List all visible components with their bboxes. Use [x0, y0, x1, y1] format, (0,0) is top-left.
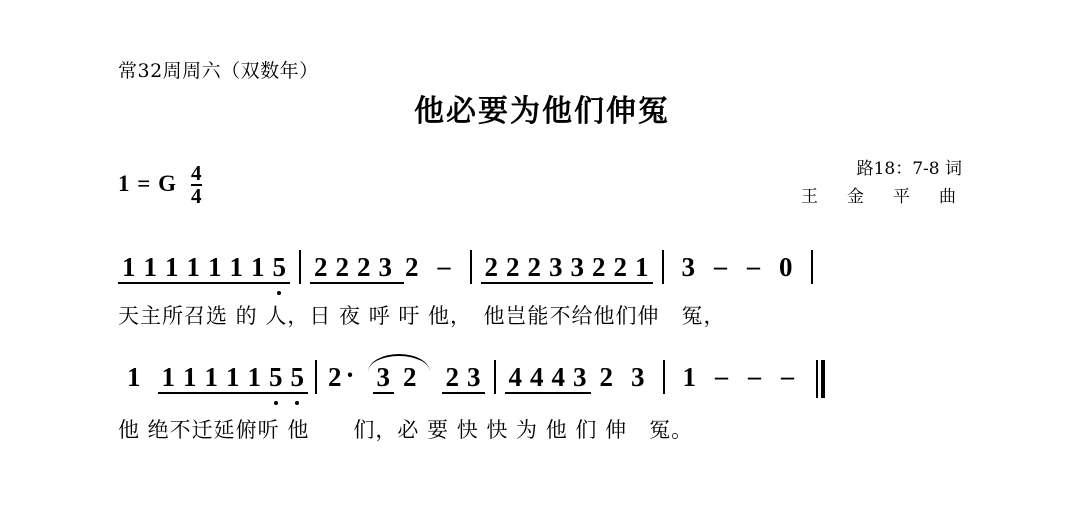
note: 2 [502, 252, 524, 282]
sustain-dash: – [715, 362, 729, 391]
sustain-dash: – [748, 362, 762, 391]
key-signature [118, 163, 202, 206]
sustain-dash: – [747, 252, 760, 281]
note: 1 [247, 252, 269, 282]
note: 3 [681, 252, 695, 282]
note: 2 [588, 252, 610, 282]
note: 2 [524, 252, 546, 282]
note: 3 [375, 252, 397, 282]
rest: 0 [779, 252, 793, 282]
note: 1 [127, 362, 141, 392]
note: 1 [183, 252, 205, 282]
note: 2 [599, 362, 614, 392]
final-barline [816, 360, 825, 398]
note: 1 [204, 252, 226, 282]
note: 4 [548, 362, 570, 392]
tie-slur [368, 354, 430, 372]
note: 1 [140, 252, 162, 282]
meter-numerator: 4 [191, 161, 202, 185]
barline [663, 360, 665, 394]
note: 1 [118, 252, 140, 282]
barline [494, 360, 496, 394]
barline [662, 250, 664, 284]
barline [315, 360, 317, 394]
note: 2 [481, 252, 503, 282]
note: 1 [158, 362, 180, 392]
note: 1 [201, 362, 223, 392]
note: 1 [226, 252, 248, 282]
note: 5 [265, 362, 287, 392]
time-signature [191, 161, 202, 208]
note: 1 [631, 252, 653, 282]
lyrics-line-1: 天主所召选 的 人，日 夜 呼 吁 他， 他岂能不给他们伸 冤， [118, 304, 726, 328]
credits [801, 155, 962, 211]
notation-row-2 [118, 362, 825, 404]
note: 3 [545, 252, 567, 282]
notation-row-1 [118, 252, 822, 294]
sustain-dash: – [781, 362, 795, 391]
note: 2 [403, 362, 417, 392]
note: 1 [682, 362, 697, 392]
note: 4 [526, 362, 548, 392]
note: 3 [567, 252, 589, 282]
key-label: 1 = G [118, 171, 177, 197]
credit-lyrics: 路18：7-8 词 [856, 159, 962, 179]
note: 1 [161, 252, 183, 282]
note: 5 [287, 362, 309, 392]
note: 3 [463, 362, 485, 392]
page-title: 他必要为他们伸冤 [414, 94, 670, 129]
sustain-dash: – [437, 252, 451, 281]
note: 2 [405, 252, 419, 282]
credit-music: 王 金 平 曲 [801, 187, 962, 208]
liturgical-date-note: 常32周周六（双数年） [118, 60, 319, 82]
note: 2 [310, 252, 332, 282]
note: 3 [631, 362, 645, 392]
augmentation-dot: · [345, 360, 355, 390]
note: 1 [244, 362, 266, 392]
note: 1 [222, 362, 244, 392]
note: 2 [442, 362, 464, 392]
note: 4 [505, 362, 527, 392]
lyrics-line-2: 他 绝不迁延俯听 他 们，必 要 快 快 为 他 们 伸 冤。 [118, 418, 694, 442]
note: 3 [569, 362, 591, 392]
note: 5 [269, 252, 291, 282]
sustain-dash: – [714, 252, 727, 281]
note: 3 [373, 362, 395, 392]
barline [811, 250, 813, 284]
note: 2 [332, 252, 354, 282]
barline [299, 250, 301, 284]
note: 2 [353, 252, 375, 282]
note: 2 [610, 252, 632, 282]
note: 1 [179, 362, 201, 392]
barline [470, 250, 472, 284]
meter-denominator: 4 [191, 183, 202, 208]
note: 2 [328, 362, 342, 392]
